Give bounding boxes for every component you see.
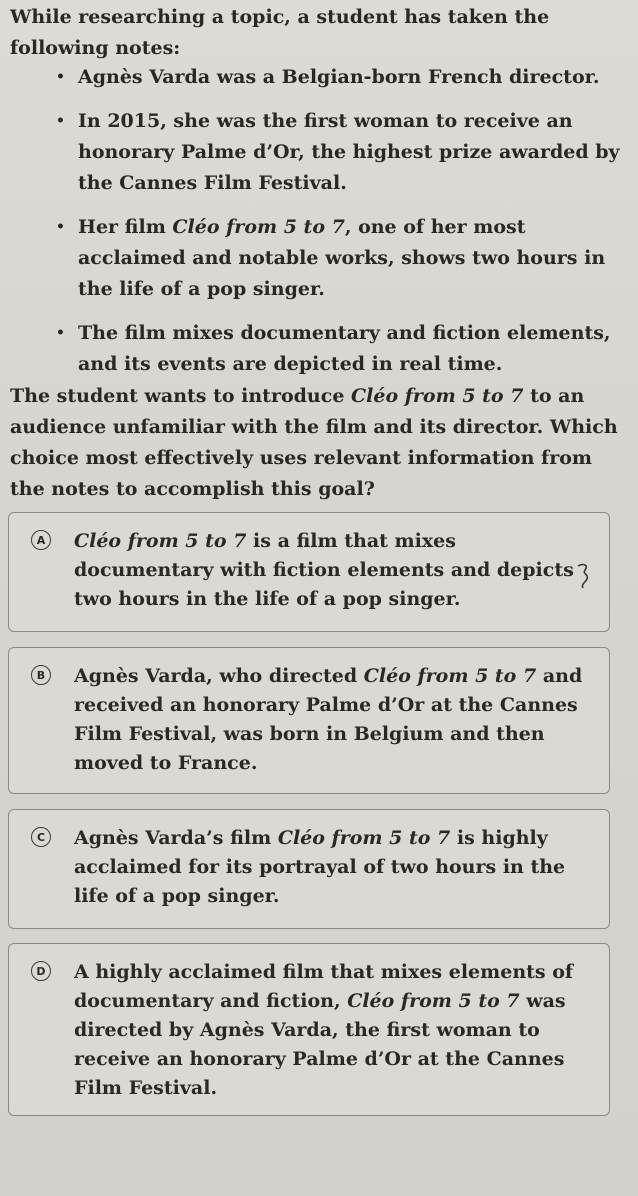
question-text: The student wants to introduce Cléo from 5 to 7 to an audience unfamiliar with the film and its director. Which choice most effectively uses relevant information from the notes to accomplish this goal? bbox=[10, 385, 618, 500]
choice-letter-badge: B bbox=[31, 665, 51, 685]
notes-list bbox=[34, 62, 624, 393]
intro-text: While researching a topic, a student has taken the following notes: bbox=[10, 6, 550, 59]
answer-choice-c[interactable] bbox=[8, 809, 610, 929]
note-text: Agnès Varda was a Belgian-born French director. bbox=[78, 66, 600, 88]
choice-text: Agnès Varda’s film Cléo from 5 to 7 is highly acclaimed for its portrayal of two hours in the life of a pop singer. bbox=[74, 827, 566, 907]
note-item bbox=[34, 212, 624, 305]
note-item bbox=[34, 106, 624, 199]
choice-text: A highly acclaimed film that mixes elements of documentary and fiction, Cléo from 5 to 7 was directed by Agnès Varda, the first woman to receive an honorary Palme d’Or at the Cannes Film Festival. bbox=[74, 961, 574, 1099]
note-text: The film mixes documentary and fiction elements, and its events are depicted in real time. bbox=[78, 322, 611, 375]
bullet-icon: • bbox=[56, 113, 65, 129]
note-item bbox=[34, 318, 624, 380]
bullet-icon: • bbox=[56, 69, 65, 85]
pen-mark-icon bbox=[575, 562, 593, 590]
bullet-icon: • bbox=[56, 219, 65, 235]
choice-letter-badge: C bbox=[31, 827, 51, 847]
choice-letter-badge: D bbox=[31, 961, 51, 981]
answer-choice-a[interactable] bbox=[8, 512, 610, 632]
choice-text: Cléo from 5 to 7 is a film that mixes documentary with fiction elements and depicts two hours in the life of a pop singer. bbox=[74, 530, 574, 610]
note-text: In 2015, she was the first woman to receive an honorary Palme d’Or, the highest prize awarded by the Cannes Film Festival. bbox=[78, 110, 620, 194]
bullet-icon: • bbox=[56, 325, 65, 341]
answer-choice-b[interactable] bbox=[8, 647, 610, 794]
choice-letter-badge: A bbox=[31, 530, 51, 550]
choice-text: Agnès Varda, who directed Cléo from 5 to 7 and received an honorary Palme d’Or at the Cannes Film Festival, was born in Belgium and then moved to France. bbox=[74, 665, 583, 774]
note-item bbox=[34, 62, 624, 93]
answer-choice-d[interactable] bbox=[8, 943, 610, 1116]
note-text: Her film Cléo from 5 to 7, one of her most acclaimed and notable works, shows two hours in the life of a pop singer. bbox=[78, 216, 606, 300]
